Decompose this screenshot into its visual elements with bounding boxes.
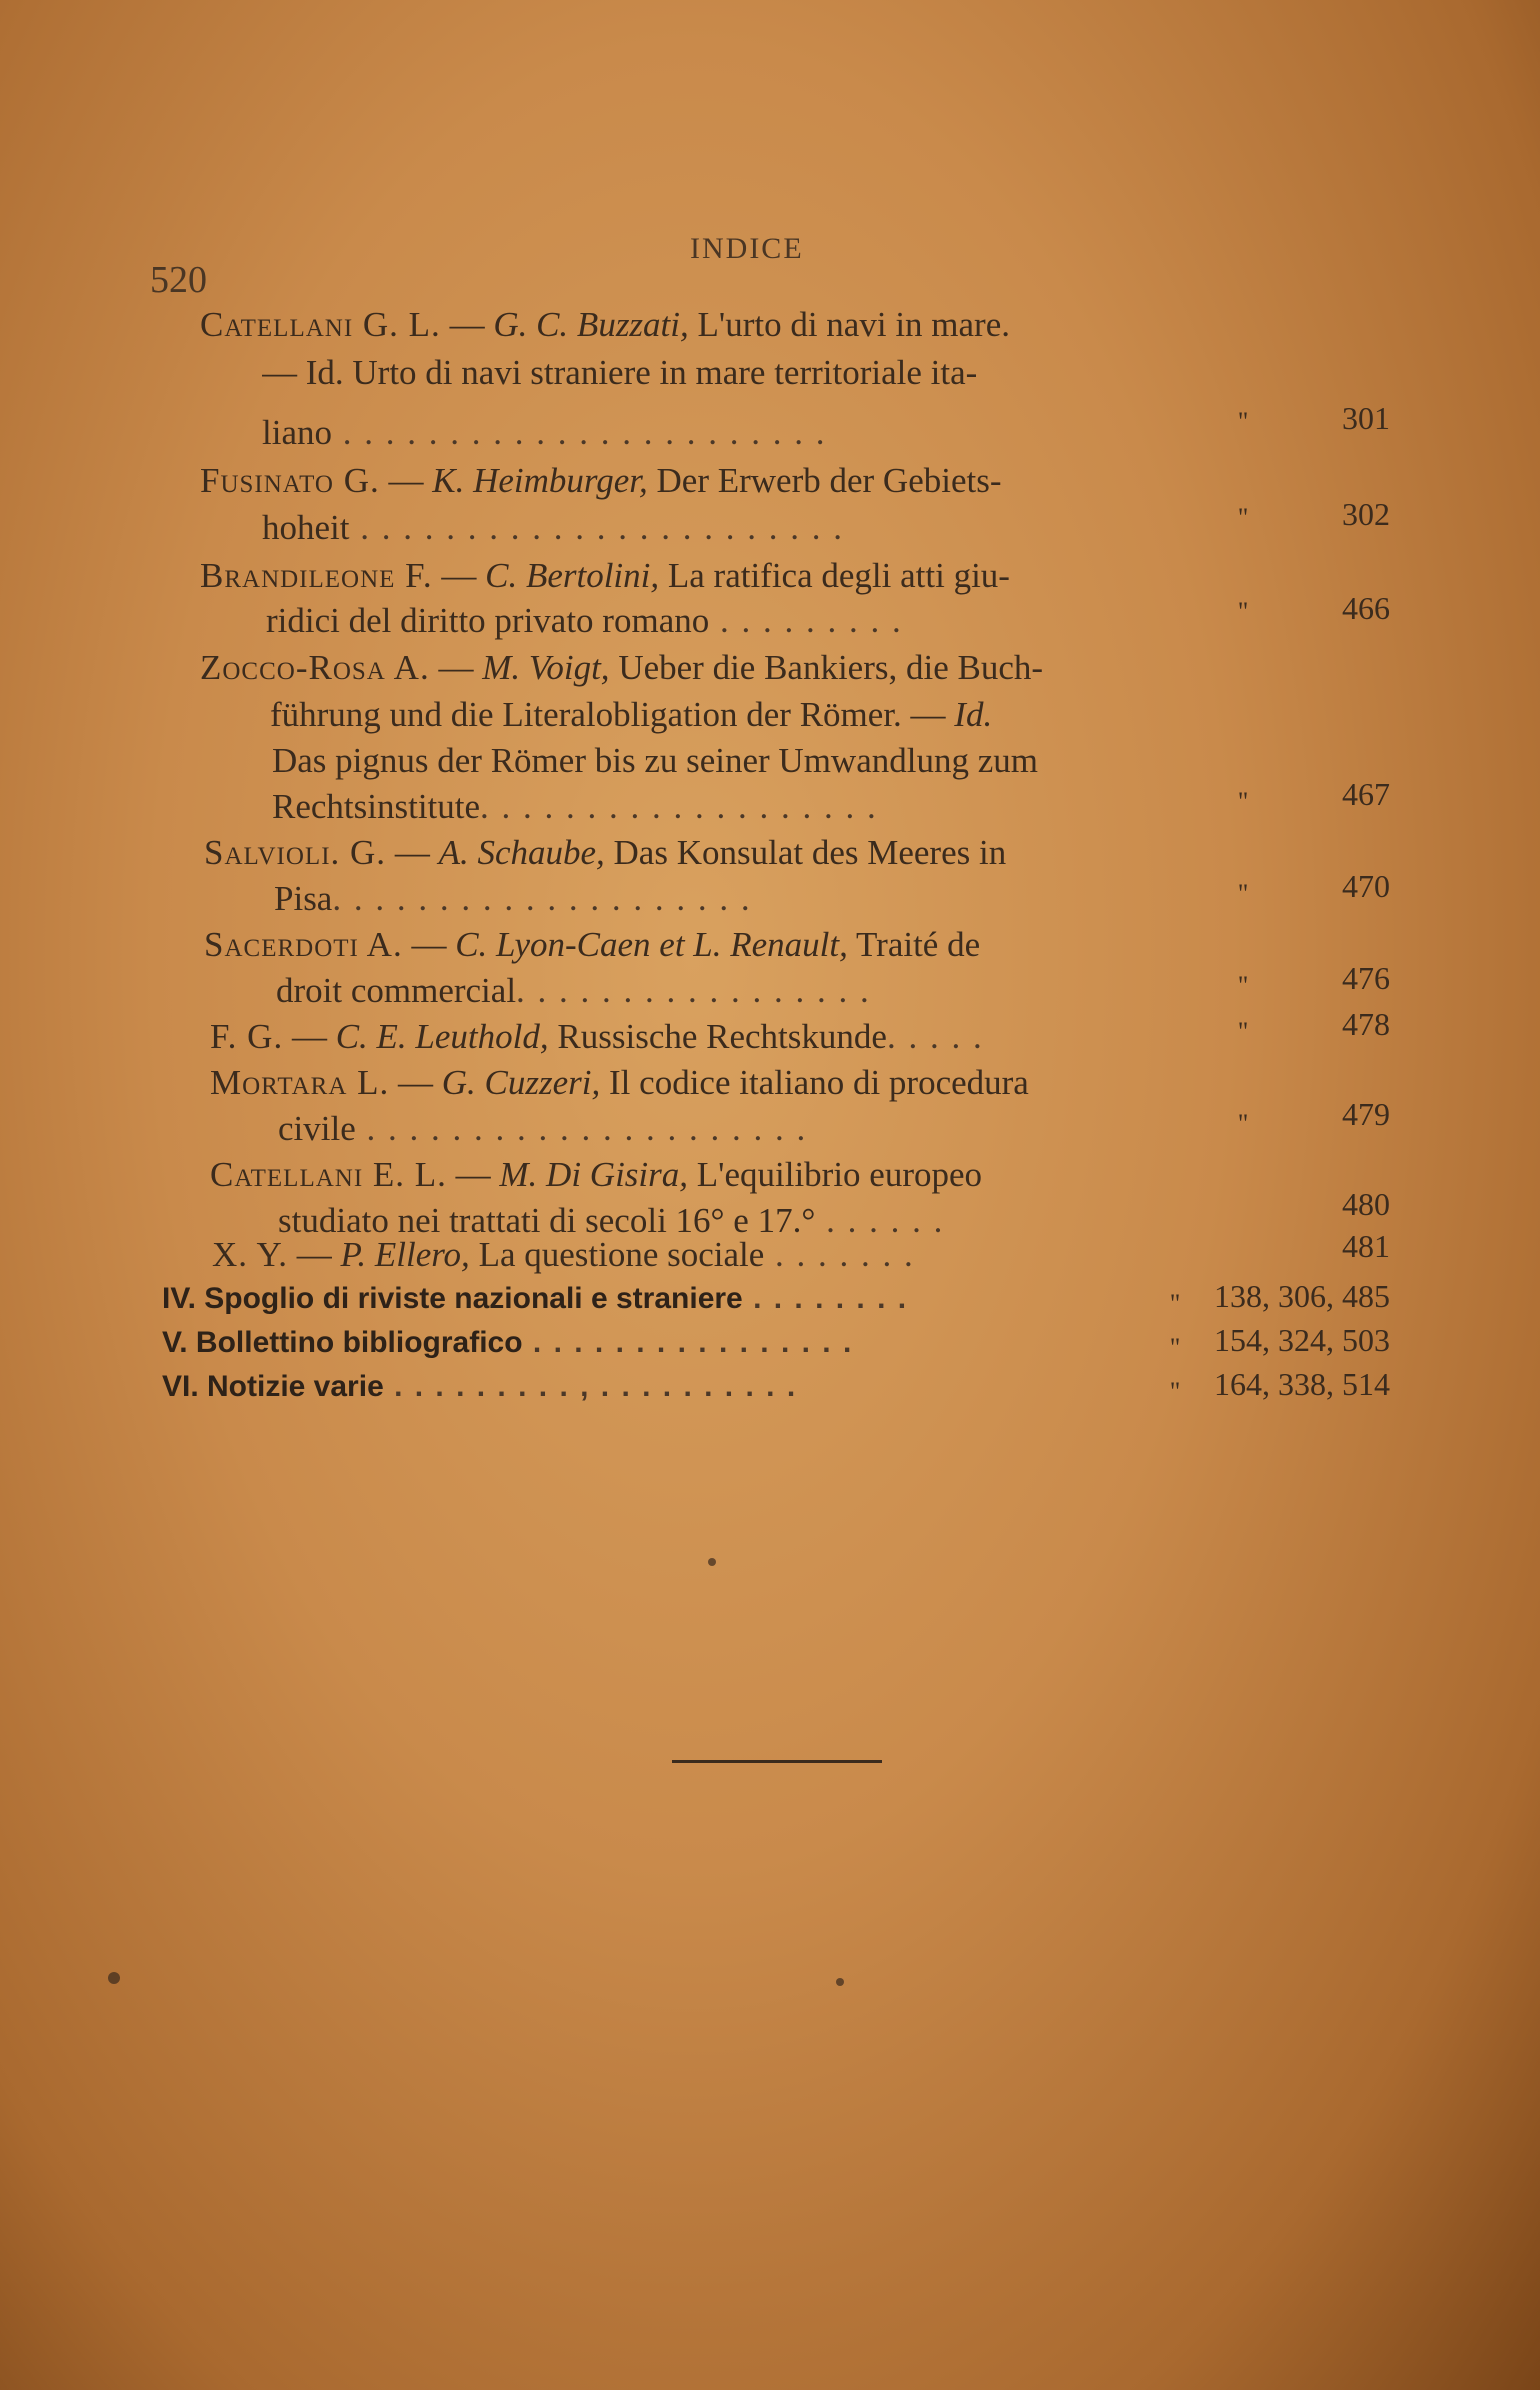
entry-title: Ueber die Bankiers, die Buch- [609, 648, 1044, 687]
entry-dash: — [440, 305, 494, 344]
dot-leader: . . . . . . . . [742, 1282, 909, 1315]
entry-dash: — [283, 1017, 336, 1056]
dot-leader: . . . . . . . . . , . . . . . . . . . . [383, 1370, 798, 1403]
toc-entry-line [210, 1014, 1202, 1060]
ditto-mark: " [1237, 971, 1249, 1000]
reviewed-author: G. C. Buzzati, [493, 305, 689, 344]
entry-title: studiato nei trattati di secoli 16° e 17.° [278, 1201, 816, 1240]
dot-leader: . . . . . . . . . . . . . . . . . . . . . [355, 1109, 808, 1148]
section-label: IV. Spoglio di riviste nazionali e straniere [162, 1282, 743, 1315]
page-number: 520 [150, 259, 207, 301]
reviewed-author: K. Heimburger, [432, 461, 648, 500]
ditto-mark: " [1169, 1333, 1181, 1362]
entry-title: hoheit [262, 508, 350, 547]
dot-leader: . . . . . . . . . . . . . . . . . . . . [332, 879, 752, 918]
section-label: VI. Notizie varie [162, 1370, 384, 1403]
entry-dash: — [446, 1155, 500, 1194]
page-reference: 476 [1342, 960, 1390, 996]
entry-title: liano [262, 413, 332, 452]
toc-entry-line [200, 458, 1002, 504]
ditto-mark: " [1237, 879, 1249, 908]
reviewed-author: M. Voigt, [482, 648, 610, 687]
ditto-mark: " [1169, 1377, 1181, 1406]
entry-title: Pisa [274, 879, 333, 918]
entry-dash: — [432, 556, 486, 595]
entry-title: droit commercial [276, 971, 517, 1010]
toc-entry-line [210, 1152, 982, 1198]
toc-entry-line [200, 645, 1043, 691]
toc-entry-line [200, 553, 1010, 599]
dot-leader: . . . . . . . [764, 1235, 915, 1274]
ditto-mark: " [1237, 787, 1249, 816]
entry-title: ridici del diritto privato romano [266, 601, 710, 640]
ditto-mark: " [1237, 503, 1249, 532]
dot-leader: . . . . . . . . . . . . . . . . . . . . . . . [331, 413, 827, 452]
page-references: 164, 338, 514 [1214, 1366, 1390, 1402]
toc-entry-continuation: — Id. Urto di navi straniere in mare territoriale ita- [262, 353, 978, 392]
entry-title: führung und die Literalobligation der Römer. — [270, 695, 955, 734]
page-reference: 467 [1342, 776, 1390, 812]
toc-entry-line [200, 302, 1010, 348]
reviewed-author: C. Bertolini, [485, 556, 660, 595]
entry-title: La questione sociale [469, 1235, 765, 1274]
toc-entry-continuation [274, 876, 1202, 922]
toc-entry-continuation: Das pignus der Römer bis zu seiner Umwandlung zum [272, 741, 1038, 780]
reviewed-author: A. Schaube, [438, 833, 605, 872]
ditto-mark: " [1237, 1017, 1249, 1046]
paper-speck [708, 1558, 716, 1566]
entry-author: Catellani E. L. [210, 1155, 447, 1194]
entry-dash: — [389, 1063, 442, 1102]
entry-title: L'urto di navi in mare. [688, 305, 1010, 344]
entry-author: Mortara L. [210, 1063, 390, 1102]
section-heading [162, 1364, 1162, 1410]
entry-dash: — [402, 925, 456, 964]
reviewed-author: C. E. Leuthold, [335, 1017, 549, 1056]
page-reference: 478 [1342, 1006, 1390, 1042]
entry-title: Russische Rechtskunde [548, 1017, 887, 1056]
toc-entry-continuation [262, 410, 1202, 456]
closing-rule [672, 1760, 882, 1763]
entry-author: Brandileone F. [200, 556, 433, 595]
dot-leader: . . . . . . . . . . . . . . . . [522, 1326, 854, 1359]
page-reference: 480 [1342, 1186, 1390, 1222]
toc-entry-continuation [266, 598, 1202, 644]
entry-title: Traité de [847, 925, 981, 964]
entry-title: La ratifica degli atti giu- [659, 556, 1010, 595]
page-reference: 481 [1342, 1228, 1390, 1264]
ditto-mark: " [1237, 407, 1249, 436]
entry-author: Zocco-Rosa A. [200, 648, 430, 687]
entry-author: Catellani G. L. [200, 305, 441, 344]
reviewed-author: P. Ellero, [340, 1235, 470, 1274]
page-references: 154, 324, 503 [1214, 1322, 1390, 1358]
entry-dash: — [429, 648, 483, 687]
page-reference: 479 [1342, 1096, 1390, 1132]
section-label: V. Bollettino bibliografico [162, 1326, 523, 1359]
entry-title: civile [278, 1109, 356, 1148]
dot-leader: . . . . . [886, 1017, 984, 1056]
section-heading [162, 1320, 1162, 1366]
toc-entry-line [210, 1060, 1029, 1106]
entry-title: Der Erwerb der Gebiets- [647, 461, 1002, 500]
toc-entry-continuation [278, 1106, 1202, 1152]
page-reference: 470 [1342, 868, 1390, 904]
paper-speck [108, 1972, 120, 1984]
reviewed-author: G. Cuzzeri, [441, 1063, 601, 1102]
dot-leader: . . . . . . . . . . . . . . . . . . . . . . . [349, 508, 844, 547]
ditto-mark: " [1169, 1289, 1181, 1318]
paper-speck [836, 1978, 844, 1986]
dot-leader: . . . . . . . . . . . . . . . . . [516, 971, 871, 1010]
dot-leader: . . . . . . [815, 1201, 945, 1240]
toc-entry-continuation [262, 505, 1202, 551]
entry-dash: — [288, 1235, 341, 1274]
entry-idem: Id. [954, 695, 993, 734]
dot-leader: . . . . . . . . . [709, 601, 903, 640]
entry-author: X. Y. [212, 1235, 288, 1274]
entry-author: Sacerdoti A. [204, 925, 403, 964]
toc-entry-line [204, 830, 1006, 876]
reviewed-author: C. Lyon-Caen et L. Renault, [455, 925, 848, 964]
entry-dash: — [386, 833, 439, 872]
entry-title: Das Konsulat des Meeres in [604, 833, 1007, 872]
entry-author: Salvioli. G. [204, 833, 387, 872]
entry-title: Rechtsinstitute [272, 787, 481, 826]
section-heading [162, 1276, 1162, 1322]
page-reference: 466 [1342, 590, 1390, 626]
toc-entry-continuation [270, 692, 992, 738]
dot-leader: . . . . . . . . . . . . . . . . . . . [480, 787, 878, 826]
entry-dash: — [379, 461, 433, 500]
reviewed-author: M. Di Gisira, [499, 1155, 689, 1194]
ditto-mark: " [1237, 597, 1249, 626]
running-head: INDICE [690, 232, 804, 265]
entry-title: Il codice italiano di procedura [600, 1063, 1029, 1102]
entry-author: Fusinato G. [200, 461, 380, 500]
page-reference: 301 [1342, 400, 1390, 436]
entry-author: F. G. [210, 1017, 284, 1056]
toc-entry-continuation [272, 784, 1202, 830]
toc-entry-line [204, 922, 980, 968]
toc-entry-continuation [276, 968, 1202, 1014]
page-reference: 302 [1342, 496, 1390, 532]
entry-title: L'equilibrio europeo [688, 1155, 983, 1194]
toc-entry-line [212, 1232, 1202, 1278]
page-references: 138, 306, 485 [1214, 1278, 1390, 1314]
ditto-mark: " [1237, 1109, 1249, 1138]
